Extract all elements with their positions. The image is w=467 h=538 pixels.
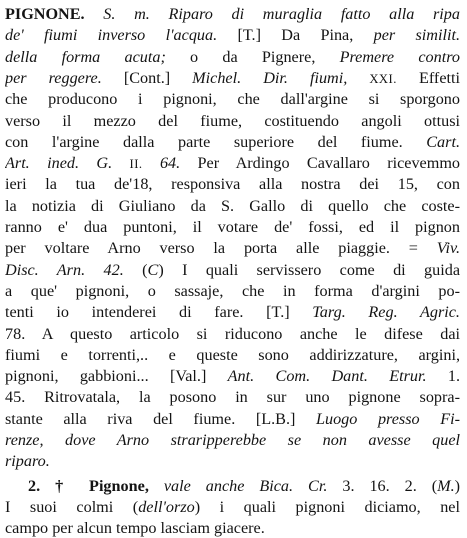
text-line [5,451,460,471]
italic-text: M. [437,476,455,495]
italic-text: Premere contro [339,47,460,66]
text-run: campo per alcun tempo lasciam giacere. [5,519,265,538]
italic-text: Targ. Reg. Agric. [312,303,460,322]
text-run: ) [454,476,460,495]
text-line [5,238,460,258]
headword: PIGNONE. [5,5,85,23]
text-run [112,154,129,172]
italic-text: Cart. [426,132,460,151]
text-line [5,111,460,131]
text-run: a que' pignoni, o sassaje, che in forma d'argini po- [5,281,460,300]
text-run [149,477,164,495]
italic-text: Viv. [436,239,460,258]
text-run: I suoi colmi ( [5,497,139,516]
text-run: tenti io intenderei di fare. [T.] [5,303,313,322]
italic-text: dell'orzo [138,497,195,516]
text-run: ieri la tua de'18, responsiva alla nostra dei 15, con [5,175,460,194]
text-run: 3. 16. 2. ( [327,476,438,495]
text-run: [Cont.] [101,68,193,87]
text-line [28,476,460,496]
text-run: ranno e' dua puntoni, il votare de' fossi, ed il pignon [5,218,460,236]
text-line [5,153,460,173]
text-line [5,345,460,365]
italic-text: renze, [5,431,44,449]
text-run: con l'argine dalla parte superiore del fiume. [5,132,427,151]
text-run: la notizia di Giuliano da S. Gallo di quello che coste- [5,196,460,215]
text-line [5,260,460,280]
text-run: stante alla riva del fiume. [L.B.] [5,409,316,428]
italic-text: Ant. Com. Dant. Etrur. [227,367,427,386]
text-run: 1. [426,367,460,386]
text-run: 45. Ritrovatala, la posono in sur uno pignone sopra- [5,388,460,407]
text-line [5,47,460,67]
text-run: 78. A questo articolo si riducono anche le difese dai [5,324,460,343]
text-run: Per Ardingo Cavallaro ricevemmo [180,154,460,173]
text-line [5,132,460,152]
italic-text: 64. [159,154,181,173]
italic-text: per reggere. [5,68,102,87]
text-line [5,174,460,194]
text-run: pignoni, gabbioni... [Val.] [5,367,228,386]
text-run: Effetti [396,68,460,87]
text-run [85,5,104,23]
text-line [5,4,460,24]
text-line [5,281,460,301]
text-line [5,25,460,45]
text-run: [T.] Da Pina, [217,26,374,45]
italic-text: Art. ined. G. [5,154,113,173]
text-run: ( [123,260,148,279]
italic-text: vale anche Bica. Cr. [163,476,328,495]
text-run: verso il mezzo del fiume, costituendo angoli ottusi [5,111,460,130]
roman-numeral: XXI. [369,71,397,86]
text-run [44,431,65,449]
text-line [5,89,460,109]
text-run [143,154,160,172]
text-line [5,366,460,386]
italic-text: per similit. [373,26,460,45]
italic-text: Luogo presso Fi- [315,409,460,428]
italic-text: della forma acuta; [5,47,166,66]
headword: 2. † Pignone, [28,476,149,495]
text-run: per voltare Arno verso la porta alle piaggie. = [5,239,437,258]
italic-text: dove Arno straripperebbe se non avesse quel [65,431,460,449]
italic-text: Michel. Dir. fiumi, [192,68,348,87]
text-run: che producono i pignoni, che dall'argine si sporgono [5,90,460,109]
italic-text: C [147,260,159,279]
text-line [5,217,460,237]
italic-text: riparo. [5,452,50,471]
italic-text: S. m. Riparo di muraglia fatto alla ripa [103,5,460,23]
text-run [347,69,369,87]
text-line [5,302,460,322]
italic-text: de' fiumi inverso l'acqua. [5,26,218,45]
text-run: o da Pignere, [165,47,340,66]
text-line [5,196,460,216]
text-run: ) i quali pignoni diciamo, nel [194,497,460,516]
text-line [5,324,460,344]
text-line [5,68,460,88]
text-run: fiumi e torrenti,.. e queste sono addirizzature, argini, [5,345,460,364]
italic-text: 42. [103,260,124,279]
text-line [5,409,460,429]
roman-numeral: II. [129,157,143,172]
text-line [5,387,460,407]
text-run: ) I quali servissero come di guida [158,260,460,279]
text-run [85,261,103,279]
italic-text: Disc. Arn. [5,260,86,279]
text-line [5,518,460,538]
text-line [5,430,460,450]
text-line [5,497,460,517]
